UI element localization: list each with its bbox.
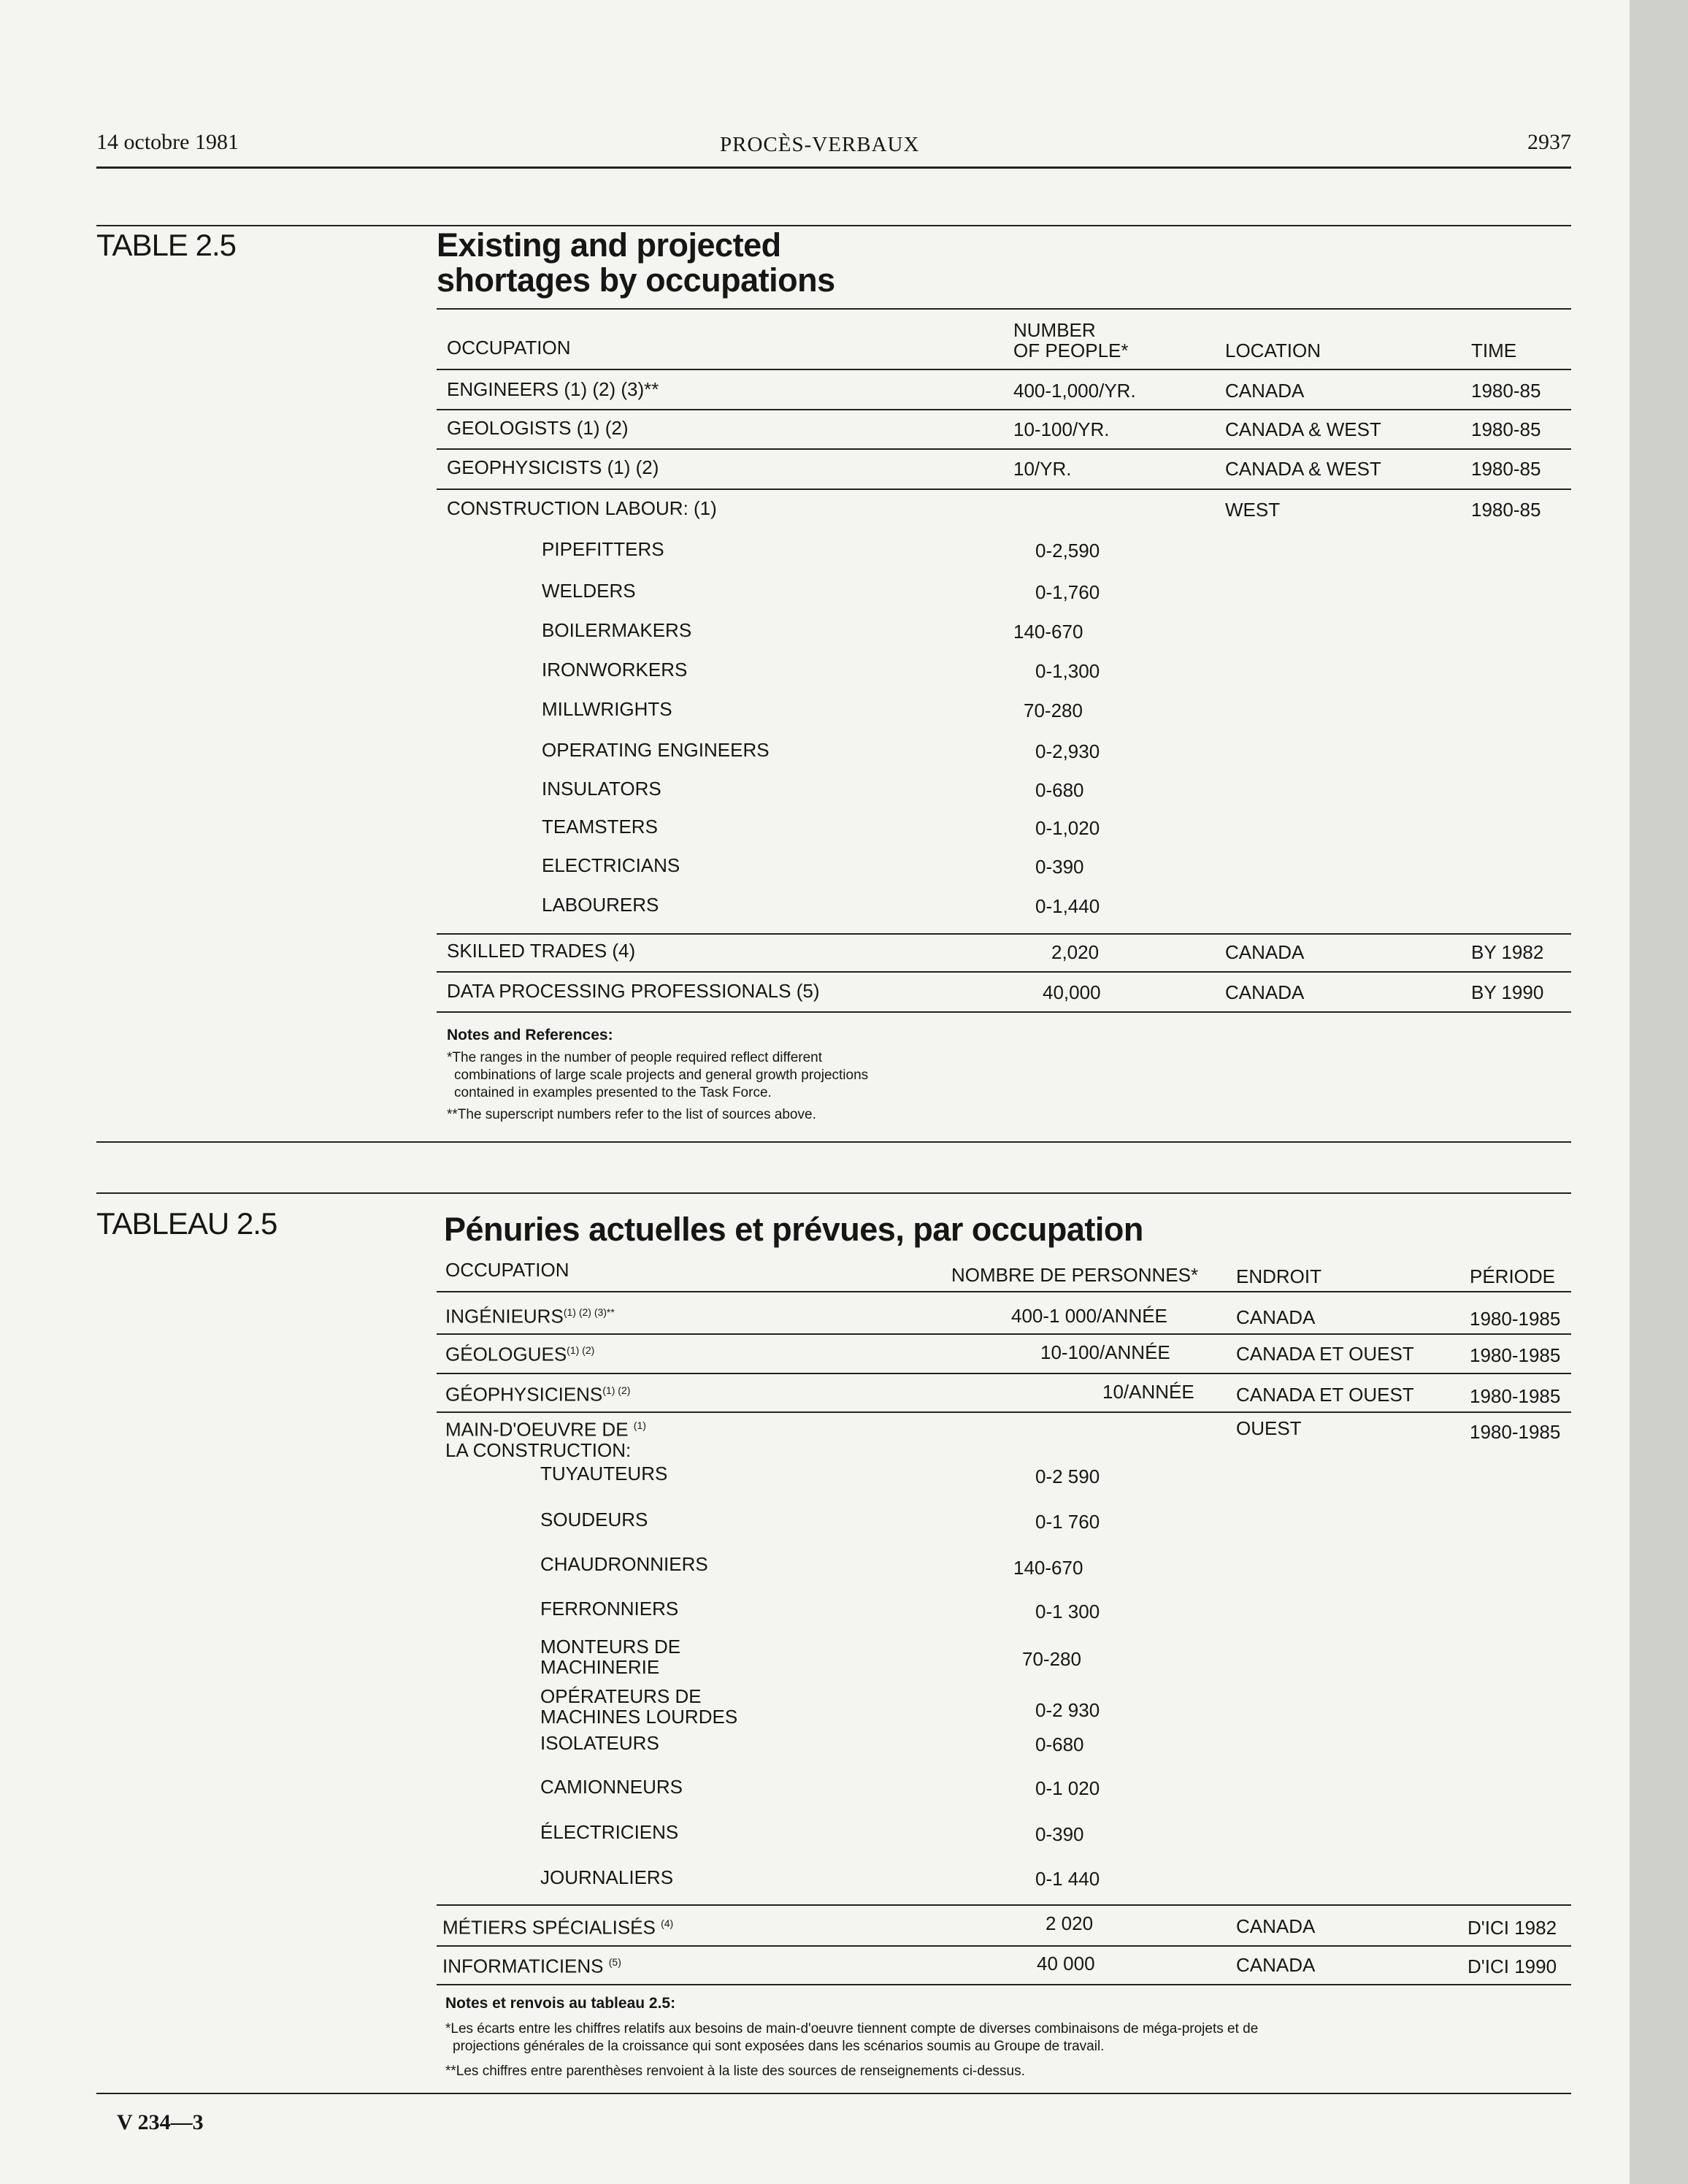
occupation-label: MÉTIERS SPÉCIALISÉS — [442, 1916, 656, 1939]
occupation-label: MONTEURS DE — [540, 1636, 681, 1658]
table-row-people: 10/YR. — [1013, 458, 1072, 480]
row-rule — [437, 1011, 1571, 1013]
title-rule — [437, 308, 1571, 310]
source-refs: (1) (2) — [602, 1384, 631, 1396]
col-header-location: ENDROIT — [1236, 1265, 1321, 1287]
table-row-time: 1980-85 — [1471, 380, 1541, 402]
sub-row-people: 0-1 300 — [1035, 1601, 1100, 1622]
table-row-location: CANADA ET OUEST — [1236, 1384, 1414, 1406]
running-header — [96, 130, 1571, 166]
col-header-location: LOCATION — [1225, 340, 1321, 361]
col-header-people-1: NUMBER — [1013, 319, 1096, 341]
table-row-occupation: GEOLOGISTS (1) (2) — [447, 417, 629, 439]
table-row-location: CANADA — [1236, 1954, 1316, 1976]
sub-row-occupation: MILLWRIGHTS — [542, 698, 672, 720]
sub-row-occupation: PIPEFITTERS — [542, 538, 664, 560]
table-row-occupation — [442, 1913, 673, 1938]
sub-row-occupation — [540, 1686, 737, 1727]
table-row-occupation: CONSTRUCTION LABOUR: (1) — [447, 497, 717, 519]
header-title: PROCÈS-VERBAUX — [720, 133, 920, 156]
table-row-location: CANADA — [1236, 1915, 1316, 1937]
sub-row-occupation: INSULATORS — [542, 778, 661, 800]
sub-row-people: 0-2,930 — [1035, 740, 1100, 762]
row-rule — [437, 971, 1571, 973]
table-row-location: CANADA — [1225, 380, 1305, 402]
table-row-people: 40,000 — [1043, 981, 1101, 1003]
table-row-people: 10/ANNÉE — [1102, 1381, 1194, 1403]
table-row-time: BY 1982 — [1471, 941, 1544, 963]
table-row-people: 10-100/ANNÉE — [1040, 1341, 1170, 1363]
sub-row-occupation: BOILERMAKERS — [542, 619, 692, 641]
table-top-rule — [96, 1192, 1571, 1194]
sub-row-people: 0-1,020 — [1035, 817, 1100, 839]
row-rule — [437, 409, 1571, 410]
sub-row-people: 0-1 020 — [1035, 1777, 1100, 1799]
note-line: *The ranges in the number of people required reflect different — [447, 1050, 823, 1065]
sub-row-occupation: WELDERS — [542, 580, 636, 602]
table-row-location: CANADA & WEST — [1225, 418, 1381, 440]
occupation-label: GÉOLOGUES — [445, 1343, 567, 1365]
row-rule — [437, 448, 1571, 450]
table-top-rule — [96, 225, 1571, 226]
table-row-time: 1980-85 — [1471, 499, 1541, 521]
table-row-people: 2 020 — [1046, 1912, 1094, 1934]
table-row-time: 1980-1985 — [1470, 1385, 1561, 1407]
sub-row-occupation — [540, 1636, 680, 1677]
source-refs: (1) (2) — [567, 1344, 595, 1356]
occupation-label: INFORMATICIENS — [442, 1955, 604, 1977]
table-label: TABLEAU 2.5 — [96, 1206, 277, 1241]
source-refs: (1) (2) (3)** — [563, 1306, 615, 1318]
source-refs: (5) — [608, 1956, 621, 1968]
table-row-occupation — [445, 1415, 646, 1460]
row-rule — [437, 488, 1571, 490]
sub-row-occupation: CHAUDRONNIERS — [540, 1553, 708, 1575]
table-row-time: 1980-1985 — [1470, 1308, 1561, 1330]
col-header-occupation: OCCUPATION — [445, 1259, 569, 1281]
header-date: 14 octobre 1981 — [96, 130, 239, 154]
table-row-people: 400-1 000/ANNÉE — [1011, 1305, 1167, 1327]
row-rule — [437, 933, 1571, 935]
row-rule — [437, 369, 1571, 370]
table-row-location: CANADA — [1236, 1306, 1316, 1328]
table-row-time: D'ICI 1982 — [1468, 1917, 1557, 1939]
table-title — [437, 228, 835, 298]
table-row-location: CANADA — [1225, 981, 1305, 1003]
sub-row-occupation: LABOURERS — [542, 894, 659, 916]
occupation-label: OPÉRATEURS DE — [540, 1685, 702, 1707]
row-rule — [437, 1904, 1571, 1906]
footer-code: V 234—3 — [117, 2110, 204, 2134]
notes-heading: Notes and References: — [447, 1027, 613, 1043]
notes-heading: Notes et renvois au tableau 2.5: — [445, 1995, 676, 2012]
table-label: TABLE 2.5 — [96, 228, 236, 262]
col-header-time: TIME — [1471, 340, 1517, 361]
sub-row-people: 0-390 — [1035, 1823, 1084, 1845]
row-rule — [437, 1411, 1571, 1413]
occupation-label-line2: MACHINES LOURDES — [540, 1706, 738, 1728]
header-rule — [96, 166, 1571, 169]
sub-row-people: 0-2 930 — [1035, 1699, 1100, 1721]
table-row-location: CANADA ET OUEST — [1236, 1343, 1414, 1365]
occupation-label: MAIN-D'OEUVRE DE — [445, 1418, 629, 1441]
sub-row-people: 0-2,590 — [1035, 540, 1100, 562]
table-row-time: 1980-85 — [1471, 418, 1541, 440]
row-rule — [437, 1984, 1571, 1985]
sub-row-people: 140-670 — [1013, 1557, 1083, 1579]
col-header-people: NOMBRE DE PERSONNES* — [951, 1264, 1199, 1286]
table-row-occupation — [445, 1380, 630, 1405]
page-edge — [1630, 0, 1688, 2184]
table-row-people: 40 000 — [1037, 1953, 1095, 1974]
source-refs: (4) — [661, 1917, 674, 1929]
table-bottom-rule — [96, 2093, 1571, 2094]
note-line: projections générales de la croissance qui sont exposées dans les scénarios soumis au Groupe de travail. — [453, 2039, 1105, 2054]
table-row-location: CANADA & WEST — [1225, 458, 1381, 480]
sub-row-people: 140-670 — [1013, 621, 1083, 643]
sub-row-occupation: ELECTRICIANS — [542, 854, 680, 876]
row-rule — [437, 1945, 1571, 1947]
table-row-occupation — [445, 1302, 615, 1327]
table-row-time: BY 1990 — [1471, 981, 1544, 1003]
row-rule — [437, 1333, 1571, 1335]
table-row-people: 2,020 — [1051, 941, 1100, 963]
sub-row-people: 70-280 — [1022, 1648, 1081, 1670]
table-title: Pénuries actuelles et prévues, par occupation — [444, 1211, 1143, 1248]
occupation-label: INGÉNIEURS — [445, 1305, 564, 1327]
page-number: 2937 — [1527, 130, 1571, 154]
col-header-people-2: OF PEOPLE* — [1013, 340, 1129, 361]
sub-row-occupation: ISOLATEURS — [540, 1732, 659, 1754]
sub-row-people: 0-1 760 — [1035, 1511, 1100, 1533]
table-row-time: 1980-1985 — [1470, 1421, 1561, 1443]
note-line: combinations of large scale projects and general growth projections — [454, 1068, 869, 1083]
table-row-time: D'ICI 1990 — [1468, 1955, 1557, 1977]
sub-row-people: 0-1 440 — [1035, 1868, 1100, 1890]
sub-row-occupation: IRONWORKERS — [542, 659, 688, 681]
table-row-location: WEST — [1225, 499, 1281, 521]
sub-row-occupation: TEAMSTERS — [542, 816, 658, 838]
note-line: *Les écarts entre les chiffres relatifs aux besoins de main-d'oeuvre tiennent compte de diverses combinaisons de méga-projets et de — [445, 2021, 1259, 2037]
sub-row-people: 0-390 — [1035, 856, 1084, 878]
occupation-label-line2: LA CONSTRUCTION: — [445, 1438, 632, 1461]
sub-row-occupation: JOURNALIERS — [540, 1866, 674, 1888]
table-row-people: 10-100/YR. — [1013, 418, 1110, 440]
sub-row-people: 0-680 — [1035, 779, 1084, 801]
sub-row-occupation: TUYAUTEURS — [540, 1463, 668, 1484]
occupation-label: GÉOPHYSICIENS — [445, 1383, 603, 1406]
occupation-label-line2: MACHINERIE — [540, 1656, 660, 1678]
row-rule — [437, 1291, 1571, 1292]
table-row-occupation: GEOPHYSICISTS (1) (2) — [447, 456, 659, 478]
table-row-occupation — [442, 1952, 621, 1977]
table-row-time: 1980-85 — [1471, 458, 1541, 480]
table-row-occupation: ENGINEERS (1) (2) (3)** — [447, 378, 659, 400]
table-row-location: CANADA — [1225, 941, 1305, 963]
sub-row-people: 0-1,440 — [1035, 895, 1100, 917]
table-row-people: 400-1,000/YR. — [1013, 380, 1136, 402]
table-row-location: OUEST — [1236, 1417, 1302, 1439]
table-bottom-rule — [96, 1141, 1571, 1143]
source-refs: (1) — [633, 1419, 646, 1431]
sub-row-people: 0-1,300 — [1035, 660, 1100, 682]
table-title-line2: shortages by occupations — [437, 261, 835, 299]
sub-row-occupation: SOUDEURS — [540, 1509, 648, 1530]
row-rule — [437, 1373, 1571, 1374]
note-line: contained in examples presented to the Task Force. — [454, 1085, 772, 1100]
sub-row-occupation: OPERATING ENGINEERS — [542, 739, 770, 761]
sub-row-people: 70-280 — [1024, 700, 1083, 721]
sub-row-people: 0-1,760 — [1035, 581, 1100, 603]
note-line: **The superscript numbers refer to the list of sources above. — [447, 1107, 816, 1122]
table-row-occupation: DATA PROCESSING PROFESSIONALS (5) — [447, 980, 820, 1002]
sub-row-people: 0-2 590 — [1035, 1465, 1100, 1487]
table-row-occupation — [445, 1340, 594, 1365]
sub-row-occupation: CAMIONNEURS — [540, 1776, 683, 1798]
table-row-occupation: SKILLED TRADES (4) — [447, 940, 636, 962]
sub-row-occupation: FERRONNIERS — [540, 1598, 679, 1620]
col-header-occupation: OCCUPATION — [447, 337, 571, 359]
sub-row-occupation: ÉLECTRICIENS — [540, 1821, 679, 1843]
table-title-line1: Existing and projected — [437, 226, 781, 264]
table-row-time: 1980-1985 — [1470, 1344, 1561, 1366]
note-line: **Les chiffres entre parenthèses renvoient à la liste des sources de renseignements ci-dessus. — [445, 2064, 1025, 2079]
sub-row-people: 0-680 — [1035, 1733, 1084, 1755]
col-header-time: PÉRIODE — [1470, 1265, 1556, 1287]
